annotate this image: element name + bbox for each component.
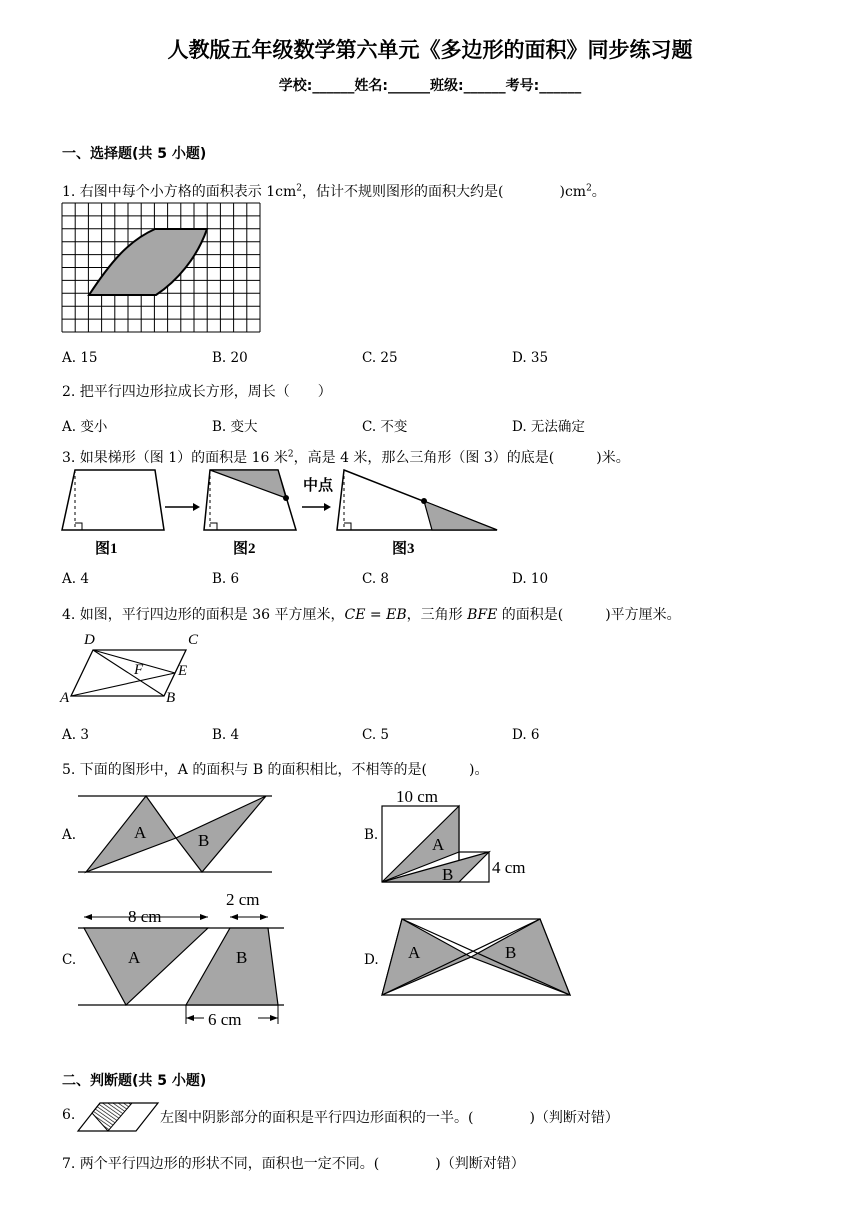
question-4	[62, 604, 681, 624]
q2-option-a[interactable]: A. 变小	[62, 419, 108, 435]
right-angle-fig2	[210, 523, 217, 530]
irregular-shape	[89, 229, 207, 295]
arrow-1-head	[193, 503, 200, 511]
question-4-text-a: 4. 如图，平行四边形的面积是 36 平方厘米，	[62, 607, 345, 623]
question-2: 2. 把平行四边形拉成长方形，周长（ ）	[62, 384, 332, 400]
region-a-label-figd: A	[408, 943, 421, 962]
region-a-label: A	[134, 823, 147, 842]
triangle-a-figc	[84, 928, 208, 1005]
question-1	[62, 181, 606, 201]
q5-figure-c	[78, 890, 288, 1030]
q1-grid-figure	[62, 203, 261, 333]
q4-option-b[interactable]: B. 4	[212, 727, 240, 743]
trapezoid-fig1	[62, 470, 164, 530]
right-angle-fig1	[75, 523, 82, 530]
question-3	[62, 447, 630, 467]
dim-6cm-label: 6 cm	[208, 1010, 242, 1029]
q6-parallelogram-icon	[78, 1101, 160, 1133]
dim-4cm-label: 4 cm	[492, 858, 526, 877]
q1-option-c[interactable]: C. 25	[362, 350, 398, 366]
question-1-text-c: 。	[591, 184, 606, 200]
q1-option-d[interactable]: D. 35	[512, 350, 549, 366]
midpoint-dot-fig3	[421, 498, 427, 504]
question-7: 7. 两个平行四边形的形状不同，面积也一定不同。( )（判断对错）	[62, 1156, 525, 1172]
q5-fig-d-label[interactable]: D.	[364, 952, 379, 968]
dim-2cm-label: 2 cm	[226, 890, 260, 909]
triangle-b	[176, 796, 266, 872]
q5-figure-b	[376, 784, 546, 886]
dim-8cm-label: 8 cm	[128, 907, 162, 926]
dim-6cm-arrow-right	[270, 1015, 278, 1021]
right-angle-fig3	[344, 523, 351, 530]
fig1-label: 图1	[95, 541, 118, 557]
ce-eb-expression: CE = EB	[344, 607, 407, 623]
question-1-text-a: 1. 右图中每个小方格的面积表示 1cm	[62, 184, 297, 200]
dim-10cm-label: 10 cm	[396, 787, 439, 806]
superscript-2b: 2	[586, 183, 592, 194]
page-title: 人教版五年级数学第六单元《多边形的面积》同步练习题	[167, 38, 693, 62]
dim-2cm-arrow-right	[260, 914, 268, 920]
region-b-label-figb: B	[442, 865, 454, 884]
point-a-label: A	[60, 690, 70, 706]
q3-option-b[interactable]: B. 6	[212, 571, 240, 587]
q3-option-c[interactable]: C. 8	[362, 571, 390, 587]
point-c-label: C	[188, 632, 199, 648]
q2-option-b[interactable]: B. 变大	[212, 419, 258, 435]
question-1-text-b: ，估计不规则图形的面积大约是( )cm	[302, 184, 587, 200]
q1-option-a[interactable]: A. 15	[62, 350, 98, 366]
dim-2cm-arrow-left	[230, 914, 238, 920]
trapezoid-b-figc	[186, 928, 278, 1005]
q3-option-a[interactable]: A. 4	[62, 571, 89, 587]
fig3-label: 图3	[392, 541, 415, 557]
region-b-label-figd: B	[505, 943, 517, 962]
q5-figure-a	[78, 792, 274, 876]
student-info-line: 学校:______姓名:______班级:______考号:______	[278, 78, 582, 94]
question-5: 5. 下面的图形中，A 的面积与 B 的面积相比，不相等的是( )。	[62, 762, 489, 778]
section-judge-heading: 二、判断题(共 5 小题)	[62, 1073, 207, 1089]
question-4-text-b: ，三角形	[406, 607, 468, 623]
q5-figure-d	[380, 915, 574, 999]
triangle-a	[86, 796, 176, 872]
point-e-label: E	[178, 663, 188, 679]
shaded-triangle-fig2	[210, 470, 286, 498]
region-b-label-figc: B	[236, 948, 248, 967]
q4-option-a[interactable]: A. 3	[62, 727, 89, 743]
q2-option-c[interactable]: C. 不变	[362, 419, 408, 435]
section-choice-heading: 一、选择题(共 5 小题)	[62, 146, 207, 162]
point-d-label: D	[84, 632, 95, 648]
superscript-2: 2	[296, 183, 303, 194]
bfe-label: BFE	[467, 607, 498, 623]
superscript-2c: 2	[287, 449, 294, 460]
q5-fig-b-label[interactable]: B.	[364, 827, 379, 843]
q4-option-d[interactable]: D. 6	[512, 727, 540, 743]
q3-trapezoid-figures	[60, 466, 500, 562]
hatched-region-q6	[92, 1103, 132, 1131]
q2-option-d[interactable]: D. 无法确定	[512, 419, 585, 435]
question-4-text-c: 的面积是( )平方厘米。	[497, 607, 681, 623]
q5-fig-c-label[interactable]: C.	[62, 952, 77, 968]
shaded-triangle-fig3	[424, 501, 497, 530]
question-3-text-b: ，高是 4 米，那么三角形（图 3）的底是( )米。	[293, 450, 630, 466]
question-6-number: 6.	[62, 1107, 76, 1123]
question-3-text-a: 3. 如果梯形（图 1）的面积是 16 米	[62, 450, 288, 466]
question-6-text: 左图中阴影部分的面积是平行四边形面积的一半。( )（判断对错）	[160, 1110, 619, 1126]
midpoint-dot-fig2	[283, 495, 289, 501]
q4-parallelogram-figure	[60, 630, 210, 705]
q1-option-b[interactable]: B. 20	[212, 350, 248, 366]
q4-option-c[interactable]: C. 5	[362, 727, 390, 743]
midpoint-label: 中点	[303, 478, 334, 494]
q5-fig-a-label[interactable]: A.	[62, 827, 77, 843]
point-f-label: F	[134, 662, 144, 678]
dim-8cm-arrow-left	[84, 914, 92, 920]
fig2-label: 图2	[233, 541, 256, 557]
point-b-label: B	[166, 690, 176, 706]
dim-6cm-arrow-left	[186, 1015, 194, 1021]
region-a-label-figc: A	[128, 948, 141, 967]
dim-8cm-arrow-right	[200, 914, 208, 920]
region-b-label: B	[198, 831, 210, 850]
q3-option-d[interactable]: D. 10	[512, 571, 549, 587]
arrow-2-head	[324, 503, 331, 511]
region-a-label-figb: A	[432, 835, 445, 854]
